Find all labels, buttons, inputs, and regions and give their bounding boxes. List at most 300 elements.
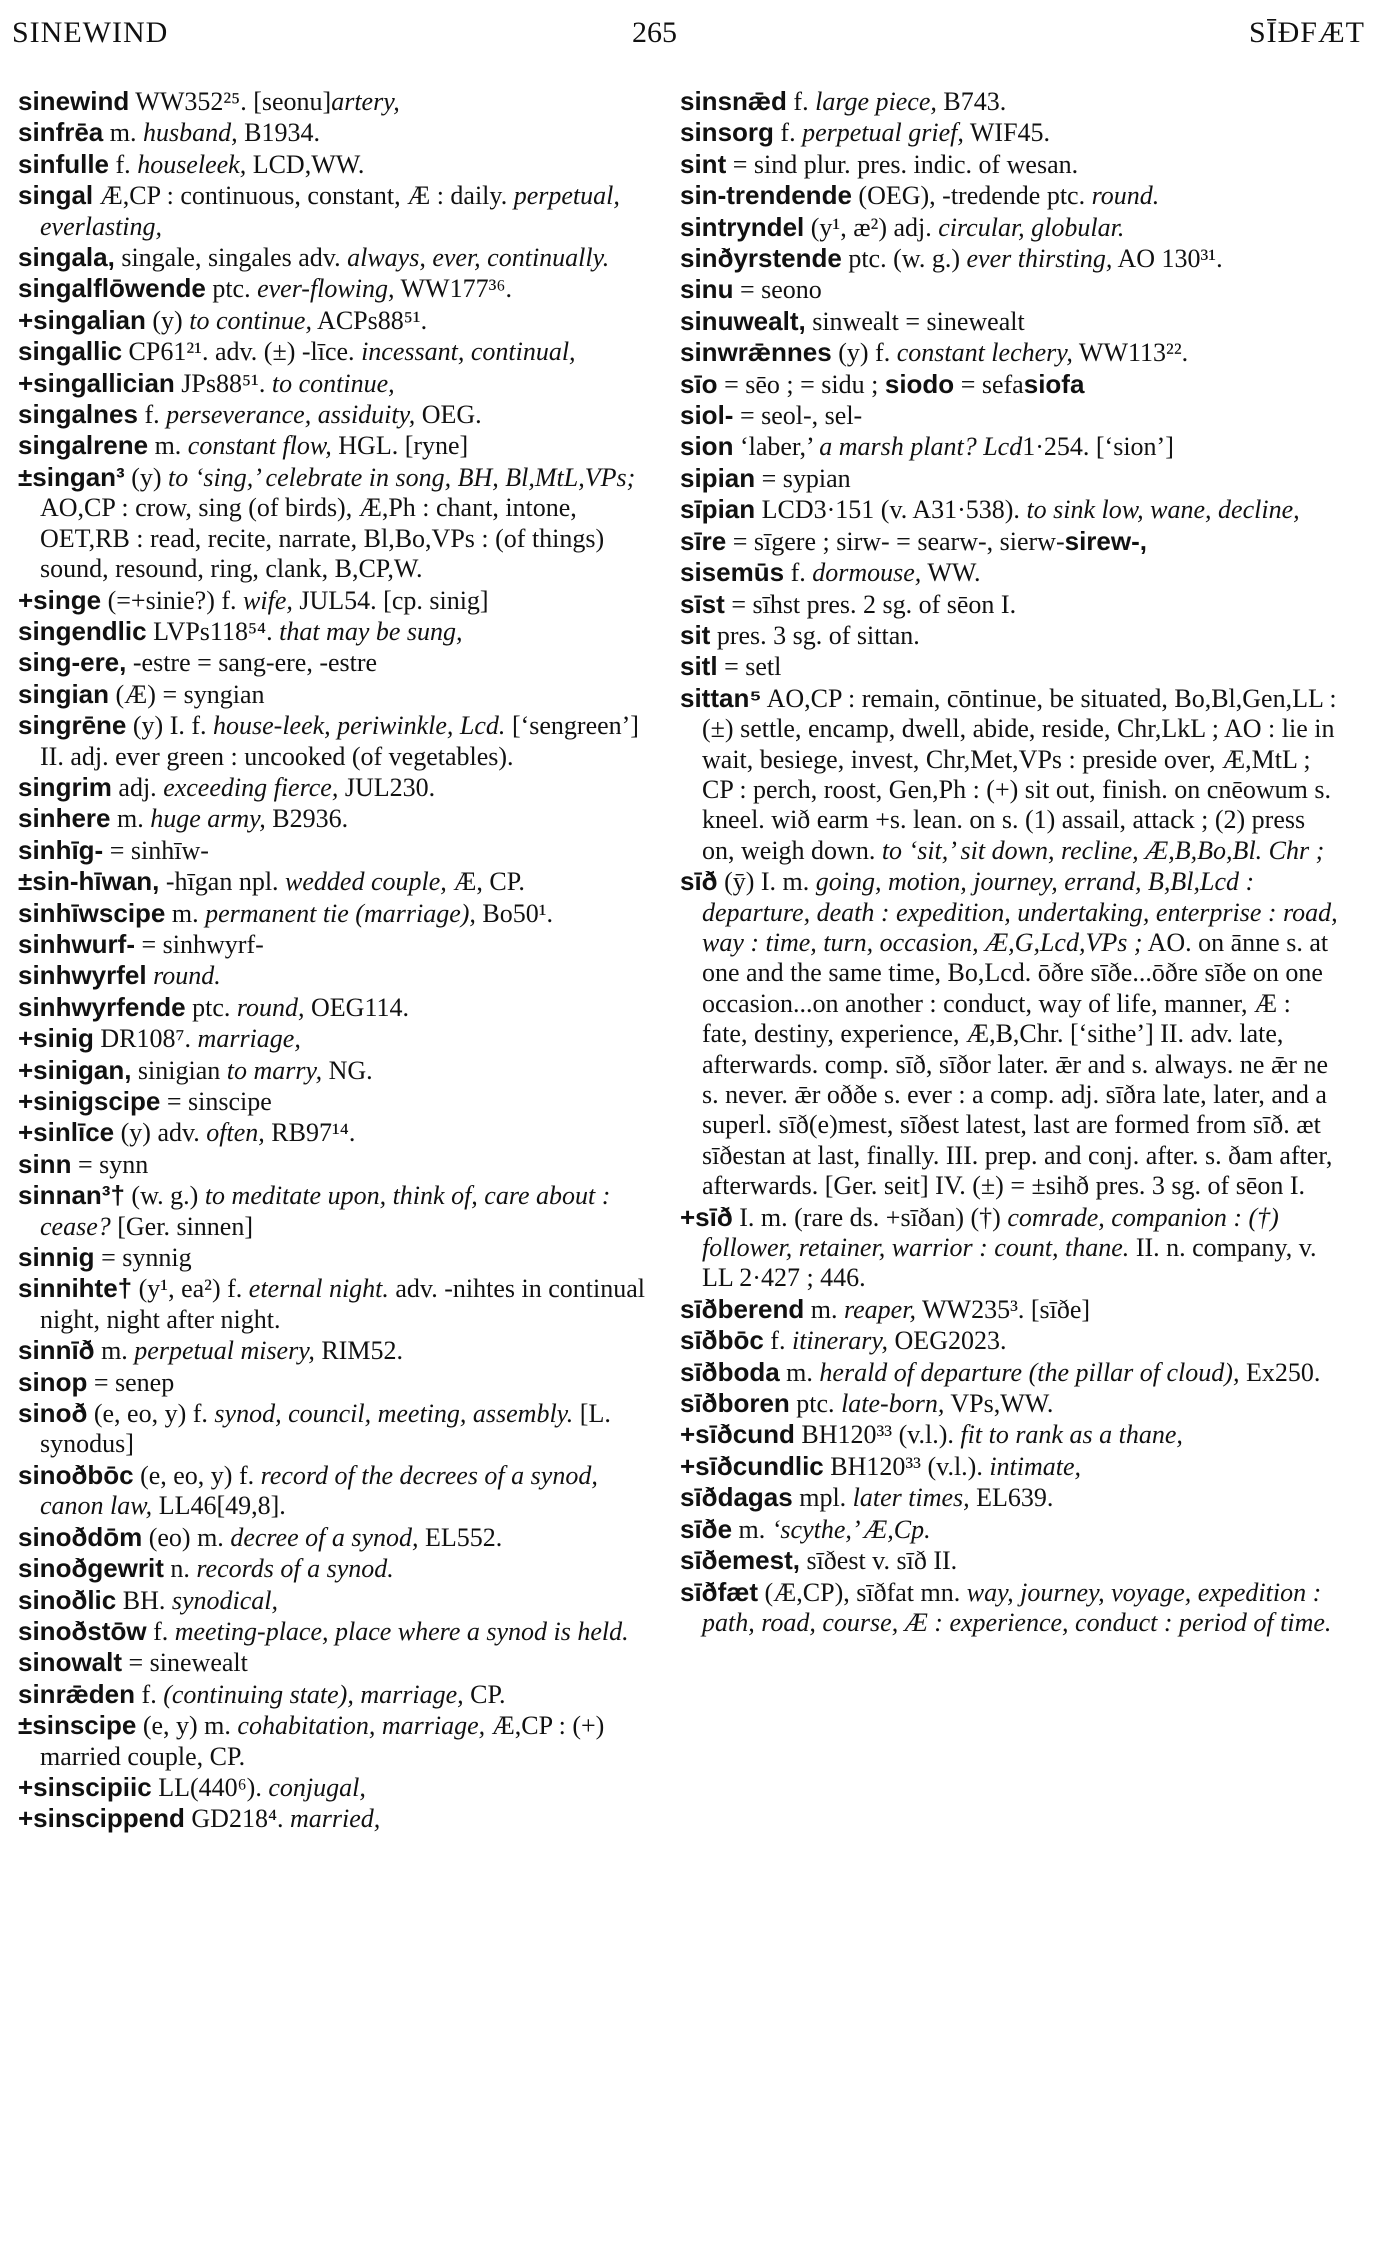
dictionary-entry bbox=[18, 1460, 652, 1522]
dictionary-entry bbox=[680, 1388, 1340, 1419]
entry-text: WW113²². bbox=[1072, 338, 1189, 368]
entry-definition: circular, globular. bbox=[938, 212, 1125, 242]
entry-text: B2936. bbox=[265, 804, 349, 834]
entry-definition: a marsh plant? Lcd bbox=[819, 432, 1023, 462]
entry-headword: siol- bbox=[680, 400, 734, 431]
entry-text: (y¹, æ²) adj. bbox=[804, 212, 939, 242]
entry-definition: reaper, bbox=[843, 1294, 916, 1324]
entry-definition: artery, bbox=[331, 87, 400, 116]
entry-text: JUL54. [cp. sinig] bbox=[292, 585, 489, 615]
dictionary-entry bbox=[18, 117, 652, 148]
entry-headword: sit bbox=[680, 619, 711, 650]
entry-text: Æ,CP : continuous, constant, Æ : daily. bbox=[93, 181, 508, 211]
entry-definition: going, motion, journey, errand, B,Bl,Lcd : departure, death : expedition, undertaking, enterprise : road, way : time, turn, occasion, Æ,G,Lcd,VPs ; bbox=[702, 867, 1338, 957]
entry-headword: +sinscippend bbox=[18, 1803, 185, 1834]
entry-headword: +sīð bbox=[680, 1201, 733, 1232]
dictionary-entry bbox=[680, 463, 1340, 494]
entry-headword: sīðboda bbox=[680, 1356, 780, 1387]
entry-text: AO,CP : crow, sing (of birds), Æ,Ph : chant, intone, OET,RB : read, recite, narrate, Bl,Bo,VPs : (of things) sound, resound, ring, clank, B,CP,W. bbox=[40, 493, 605, 584]
dictionary-entry bbox=[18, 1023, 652, 1054]
entry-headword: sinoðdōm bbox=[18, 1521, 143, 1552]
dictionary-entry bbox=[680, 1577, 1340, 1639]
entry-text: ptc. bbox=[205, 274, 258, 304]
dictionary-entry bbox=[680, 337, 1340, 368]
entry-text: f. bbox=[773, 118, 803, 148]
entry-headword: sinsnǣd bbox=[680, 86, 787, 116]
entry-definition: often, bbox=[206, 1118, 265, 1148]
entry-text: JPs88⁵¹. bbox=[174, 368, 266, 398]
entry-headword: sinu bbox=[680, 274, 734, 305]
entry-headword: sint bbox=[680, 148, 727, 179]
left-column bbox=[18, 86, 652, 2246]
entry-text: m. bbox=[148, 431, 188, 461]
entry-headword: +sinigscipe bbox=[18, 1086, 161, 1116]
entry-text: sinigian bbox=[131, 1055, 227, 1085]
entry-definition: late-born, bbox=[841, 1389, 945, 1419]
entry-headword: +sinig bbox=[18, 1023, 94, 1054]
entry-text: (y) bbox=[145, 305, 190, 335]
entry-text: adv. -nihtes in continual night, night after night. bbox=[40, 1274, 645, 1334]
dictionary-entry bbox=[18, 273, 652, 304]
entry-definition: itinerary, bbox=[791, 1326, 889, 1356]
entry-text: DR108⁷. bbox=[93, 1024, 192, 1054]
entry-text: (y) adv. bbox=[114, 1118, 207, 1148]
dictionary-entry bbox=[680, 180, 1340, 211]
dictionary-entry bbox=[18, 1055, 652, 1086]
entry-text: = sinscipe bbox=[160, 1087, 272, 1116]
entry-definition: constant lechery, bbox=[896, 338, 1073, 368]
dictionary-entry bbox=[18, 585, 652, 616]
entry-definition: to continue, bbox=[189, 305, 312, 335]
entry-text: II. n. company, v. LL 2·427 ; 446. bbox=[702, 1233, 1317, 1293]
entry-headword: sinsorg bbox=[680, 117, 774, 148]
entry-text: BH120³³ (v.l.). bbox=[823, 1451, 983, 1481]
dictionary-entry bbox=[18, 1616, 652, 1647]
header-right-guideword: SĪÐFÆT bbox=[1248, 16, 1365, 49]
entry-definition: record of the decrees of a synod, canon law, bbox=[40, 1460, 598, 1521]
entry-text: sinwealt = sinewealt bbox=[805, 306, 1025, 336]
entry-text: (e, eo, y) f. bbox=[133, 1460, 261, 1490]
entry-headword: sing-ere, bbox=[18, 647, 127, 678]
entry-headword: sinrǣden bbox=[18, 1678, 136, 1709]
entry-text: m. bbox=[103, 118, 143, 148]
entry-text: m. bbox=[732, 1514, 772, 1544]
entry-headword: ±sin-hīwan, bbox=[18, 866, 160, 897]
dictionary-entry bbox=[18, 1335, 652, 1366]
entry-definition: later times, bbox=[852, 1483, 970, 1513]
entry-definition: incessant, continual, bbox=[354, 337, 576, 367]
dictionary-entry bbox=[18, 1273, 652, 1335]
entry-text: m. bbox=[779, 1357, 820, 1387]
entry-headword: sinfrēa bbox=[18, 117, 104, 148]
entry-definition: conjugal, bbox=[261, 1772, 366, 1802]
entry-text: -hīgan npl. bbox=[159, 867, 286, 897]
entry-definition: ever thirsting, bbox=[966, 244, 1113, 274]
dictionary-entry bbox=[680, 117, 1340, 148]
entry-definition: records of a synod. bbox=[196, 1554, 394, 1584]
entry-text: LCD,WW. bbox=[246, 149, 365, 179]
entry-text: LL46[49,8]. bbox=[152, 1491, 286, 1521]
entry-text: [‘sengreen’] II. adj. ever green : uncooked (of vegetables). bbox=[40, 711, 639, 771]
entry-headword: +singalian bbox=[18, 304, 146, 335]
entry-headword: singalnes bbox=[18, 399, 138, 430]
entry-definition: intimate, bbox=[982, 1451, 1082, 1481]
dictionary-entry bbox=[18, 462, 652, 585]
entry-headword: sīpian bbox=[680, 494, 756, 525]
entry-definition: that may be sung, bbox=[272, 616, 463, 646]
entry-definition: wedded couple, bbox=[285, 867, 447, 897]
dictionary-entry bbox=[680, 1325, 1340, 1356]
entry-text: (Æ) = syngian bbox=[109, 679, 265, 709]
entry-text: OEG2023. bbox=[888, 1326, 1007, 1356]
entry-definition: fit to rank as a thane, bbox=[953, 1420, 1183, 1450]
entry-headword: sinowalt bbox=[18, 1647, 123, 1678]
entry-definition: eternal night. bbox=[248, 1274, 389, 1304]
dictionary-entry bbox=[18, 430, 652, 461]
entry-text: sirw- = searw-, sierw- bbox=[836, 526, 1065, 556]
entry-text: B743. bbox=[936, 87, 1007, 116]
entry-headword: singalrene bbox=[18, 430, 149, 461]
dictionary-entry bbox=[18, 898, 652, 929]
entry-text: (e, eo, y) f. bbox=[87, 1399, 215, 1429]
entry-text: B1934. bbox=[237, 118, 320, 148]
entry-headword: sinhīwscipe bbox=[18, 897, 166, 928]
dictionary-entry bbox=[680, 274, 1340, 305]
entry-text: (y¹, ea²) f. bbox=[132, 1274, 249, 1304]
entry-text: = sinhīw- bbox=[103, 835, 209, 865]
entry-text: WW235³. [sīðe] bbox=[915, 1294, 1091, 1324]
entry-definition: to sink low, wane, decline, bbox=[1019, 495, 1300, 525]
dictionary-entry bbox=[18, 835, 652, 866]
entry-headword: sinwrǣnnes bbox=[680, 337, 832, 368]
entry-headword: sinewind bbox=[18, 86, 130, 116]
entry-headword: sīðbōc bbox=[680, 1325, 764, 1356]
entry-definition: to marry, bbox=[226, 1055, 323, 1085]
entry-text: GD218⁴. bbox=[184, 1804, 284, 1834]
entry-definition: houseleek, bbox=[137, 149, 247, 179]
entry-definition: comrade, companion : (†) follower, retainer, warrior : count, thane. bbox=[702, 1202, 1279, 1263]
entry-text: BH120³³ (v.l.). bbox=[794, 1420, 954, 1450]
entry-definition: (continuing state), marriage, bbox=[163, 1679, 464, 1709]
dictionary-entry bbox=[18, 1180, 652, 1242]
entry-headword: sinop bbox=[18, 1366, 88, 1397]
dictionary-entry bbox=[680, 369, 1340, 400]
entry-headword: sīðe bbox=[680, 1513, 733, 1544]
dictionary-entry bbox=[18, 1367, 652, 1398]
entry-text: mpl. bbox=[792, 1483, 853, 1513]
dictionary-entry bbox=[18, 1679, 652, 1710]
entry-definition: ever-flowing, bbox=[257, 274, 395, 304]
dictionary-entry bbox=[680, 243, 1340, 274]
entry-text: Æ,CP : (+) married couple, CP. bbox=[40, 1711, 605, 1771]
entry-text: WW. bbox=[921, 558, 981, 588]
entry-definition: perpetual misery, bbox=[134, 1336, 315, 1366]
entry-headword: singrēne bbox=[18, 710, 127, 741]
entry-text: m. bbox=[94, 1336, 135, 1366]
entry-text: AO 130³¹. bbox=[1112, 244, 1223, 274]
right-column bbox=[680, 86, 1340, 2246]
entry-text: f. bbox=[146, 1616, 175, 1646]
entry-text: WIF45. bbox=[963, 118, 1051, 148]
entry-definition: marriage, bbox=[191, 1024, 301, 1054]
entry-headword: sinnan³† bbox=[18, 1180, 125, 1211]
entry-headword: sinhwyrfende bbox=[18, 991, 186, 1022]
entry-headword: sinhwurf- bbox=[18, 928, 135, 959]
entry-text: = synn bbox=[71, 1149, 149, 1179]
entry-text: ‘laber,’ bbox=[733, 432, 820, 462]
entry-text: m. bbox=[110, 804, 151, 834]
entry-headword: sinoðlic bbox=[18, 1584, 117, 1615]
entry-text: LVPs118⁵⁴. bbox=[146, 616, 273, 646]
entry-definition: to continue, bbox=[265, 368, 395, 398]
dictionary-entry bbox=[680, 589, 1340, 620]
entry-text: JUL230. bbox=[338, 772, 436, 802]
entry-text: HGL. [ryne] bbox=[331, 431, 469, 461]
entry-definition: house-leek, periwinkle, Lcd. bbox=[213, 711, 506, 741]
entry-text: LCD3·151 (v. A31·538). bbox=[755, 495, 1020, 525]
dictionary-entry bbox=[18, 1117, 652, 1148]
dictionary-entry bbox=[680, 212, 1340, 243]
entry-text: m. bbox=[804, 1294, 844, 1324]
entry-text: -estre = sang-ere, -estre bbox=[126, 648, 378, 678]
entry-definition: husband, bbox=[143, 118, 238, 148]
dictionary-entry bbox=[18, 1553, 652, 1584]
dictionary-entry bbox=[680, 431, 1340, 462]
entry-text: = sefa bbox=[954, 369, 1024, 399]
entry-headword: sinoðgewrit bbox=[18, 1553, 164, 1584]
entry-headword: ±singan³ bbox=[18, 461, 125, 492]
entry-definition: wife, bbox=[243, 585, 293, 615]
dictionary-entry bbox=[680, 86, 1340, 117]
entry-text: 1·254. [‘sion’] bbox=[1022, 432, 1174, 462]
entry-definition: round. bbox=[1091, 181, 1160, 211]
running-header bbox=[12, 12, 1365, 58]
entry-definition: decree of a synod, bbox=[230, 1522, 419, 1552]
dictionary-entry bbox=[18, 1647, 652, 1678]
dictionary-entry bbox=[18, 803, 652, 834]
dictionary-entry bbox=[680, 494, 1340, 525]
entry-definition: to ‘sit,’ sit down, recline, Æ,B,Bo,Bl. Chr ; bbox=[875, 835, 1325, 865]
entry-headword: sinhīg- bbox=[18, 834, 104, 865]
entry-text: (w. g.) bbox=[124, 1181, 205, 1211]
entry-headword: singendlic bbox=[18, 615, 147, 646]
entry-text: OEG114. bbox=[304, 992, 409, 1022]
entry-text: = seol-, sel- bbox=[733, 401, 863, 431]
entry-headword: +singe bbox=[18, 584, 102, 615]
entry-text: LL(440⁶). bbox=[151, 1772, 262, 1802]
entry-text: AO. on ānne s. at one and the same time, Bo,Lcd. ōðre sīðe...ōðre sīðe on one occasion...on another : conduct, way of life, manner, Æ : fate, destiny, experience, Æ,B,Chr. [‘sithe’] II. adv. late, afterwards. comp. sīð, sīðor later. ǣr and s. always. ne ǣr ne s. never. ǣr oððe s. ever : a comp. adj. sīðra late, later, and a superl. sīð(e)mest, sīðest latest, last are formed from sīð. æt sīðestan at last, finally. III. prep. and conj. after. s. ðam after, afterwards. [Ger. seit] IV. (±) = ±sihð pres. 3 sg. of sēon I. bbox=[702, 927, 1333, 1201]
entry-text: = sīhst pres. 2 sg. of sēon I. bbox=[724, 589, 1017, 619]
entry-definition: huge army, bbox=[150, 804, 266, 834]
entry-text: ptc. bbox=[185, 992, 237, 1022]
dictionary-entry bbox=[680, 1294, 1340, 1325]
entry-headword: siodo bbox=[884, 368, 955, 399]
entry-text: = sēo ; bbox=[717, 369, 801, 399]
dictionary-entry bbox=[680, 683, 1340, 866]
entry-text: [L. synodus] bbox=[40, 1399, 611, 1459]
dictionary-entry bbox=[680, 1514, 1340, 1545]
entry-definition: constant flow, bbox=[187, 431, 332, 461]
entry-headword: sīre bbox=[680, 525, 727, 556]
entry-text: RIM52. bbox=[314, 1336, 403, 1366]
entry-definition: perpetual, everlasting, bbox=[40, 181, 620, 241]
entry-text: sīðest v. sīð II. bbox=[799, 1546, 958, 1576]
dictionary-entry bbox=[18, 242, 652, 273]
entry-text: = sīgere ; bbox=[726, 526, 837, 556]
entry-text: = sinewealt bbox=[122, 1648, 248, 1678]
dictionary-entry bbox=[680, 1451, 1340, 1482]
entry-headword: sittan⁵ bbox=[680, 682, 762, 713]
entry-text: Ex250. bbox=[1239, 1357, 1321, 1387]
entry-headword: sintryndel bbox=[680, 211, 805, 242]
entry-text: (=+sinie?) f. bbox=[101, 585, 244, 615]
entry-definition: herald of departure (the pillar of cloud), bbox=[819, 1357, 1240, 1387]
entry-text: = seono bbox=[733, 275, 822, 305]
entry-text: singale, singales adv. bbox=[114, 243, 348, 273]
entry-text: CP. bbox=[463, 1679, 506, 1709]
entry-headword: sīðboren bbox=[680, 1388, 790, 1419]
entry-text: (y) bbox=[124, 462, 169, 492]
entry-headword: sisemūs bbox=[680, 557, 785, 588]
entry-text: adj. bbox=[111, 772, 164, 802]
entry-text: f. bbox=[784, 558, 813, 588]
dictionary-entry bbox=[18, 180, 652, 242]
entry-text: f. bbox=[786, 87, 816, 116]
entry-headword: sinnihte† bbox=[18, 1273, 133, 1304]
entry-text: EL639. bbox=[969, 1483, 1054, 1513]
entry-headword: singian bbox=[18, 678, 110, 709]
dictionary-entry bbox=[680, 149, 1340, 180]
entry-headword: singala, bbox=[18, 242, 115, 273]
dictionary-entry bbox=[18, 710, 652, 772]
entry-headword: sīðberend bbox=[680, 1293, 805, 1324]
dictionary-entry bbox=[18, 772, 652, 803]
entry-text: f. bbox=[135, 1679, 164, 1709]
entry-headword: singal bbox=[18, 180, 94, 211]
entry-text: (ȳ) I. m. bbox=[717, 867, 816, 897]
dictionary-entry bbox=[680, 1482, 1340, 1513]
entry-text: Bo50¹. bbox=[475, 898, 554, 928]
entry-text: CP61²¹. adv. (±) -līce. bbox=[122, 337, 355, 367]
entry-definition: ‘scythe,’ Æ,Cp. bbox=[771, 1514, 931, 1544]
dictionary-entry bbox=[680, 620, 1340, 651]
entry-definition: synod, council, meeting, assembly. bbox=[214, 1399, 574, 1429]
entry-text: ACPs88⁵¹. bbox=[311, 305, 428, 335]
entry-text: OEG. bbox=[415, 400, 482, 430]
entry-text: ptc. (w. g.) bbox=[841, 244, 967, 274]
dictionary-entry bbox=[18, 1772, 652, 1803]
entry-definition: cohabitation, marriage, bbox=[237, 1711, 486, 1741]
entry-headword: sīðdagas bbox=[680, 1482, 793, 1513]
dictionary-entry bbox=[18, 866, 652, 897]
entry-text: AO,CP : remain, cōntinue, be situated, Bo,Bl,Gen,LL : (±) settle, encamp, dwell, abide, reside, Chr,LkL ; AO : lie in wait, besiege, invest, Chr,Met,VPs : preside over, Æ,MtL ; CP : perch, roost, Gen,Ph : (+) sit out, finish. on cnēowum s. kneel. wið earm +s. lean. on s. (1) assail, attack ; (2) press on, weigh down. bbox=[702, 683, 1337, 865]
entry-text: = sypian bbox=[755, 463, 851, 493]
dictionary-entry bbox=[18, 1522, 652, 1553]
entry-text: f. bbox=[109, 149, 138, 179]
entry-definition: synodical, bbox=[165, 1585, 279, 1615]
entry-headword: sinoðstōw bbox=[18, 1615, 147, 1646]
entry-headword: sīo bbox=[680, 368, 718, 399]
dictionary-entry bbox=[18, 1398, 652, 1460]
entry-text: BH. bbox=[116, 1585, 166, 1615]
entry-headword: sīst bbox=[680, 588, 725, 619]
entry-text: WW352²⁵. [seonu] bbox=[129, 87, 332, 116]
entry-headword: sipian bbox=[680, 462, 756, 493]
entry-text: (e, y) m. bbox=[136, 1711, 238, 1741]
entry-headword: +sīðcundlic bbox=[680, 1450, 824, 1481]
entry-text: (y) f. bbox=[831, 338, 897, 368]
entry-text: ptc. bbox=[789, 1389, 842, 1419]
entry-headword: sinoðbōc bbox=[18, 1459, 134, 1490]
entry-definition: permanent tie (marriage), bbox=[205, 898, 476, 928]
page-number: 265 bbox=[632, 16, 677, 49]
entry-definition: married, bbox=[283, 1804, 381, 1834]
entry-text: = sinhwyrf- bbox=[135, 929, 264, 959]
dictionary-entry bbox=[680, 1202, 1340, 1294]
dictionary-entry bbox=[18, 149, 652, 180]
dictionary-entry bbox=[680, 1419, 1340, 1450]
dictionary-entry bbox=[680, 651, 1340, 682]
entry-definition: round. bbox=[146, 961, 221, 991]
entry-headword: sinhere bbox=[18, 803, 111, 834]
dictionary-entry bbox=[680, 400, 1340, 431]
entry-headword: singallic bbox=[18, 336, 123, 367]
entry-headword: sirew-, bbox=[1064, 525, 1147, 556]
entry-text: = senep bbox=[87, 1367, 175, 1397]
entry-headword: sitl bbox=[680, 651, 718, 682]
entry-headword: +sinigan, bbox=[18, 1054, 132, 1085]
dictionary-entry bbox=[680, 557, 1340, 588]
entry-headword: sīðfæt bbox=[680, 1576, 758, 1607]
entry-definition: to meditate upon, think of, care about : cease? bbox=[40, 1181, 611, 1241]
entry-definition: exceeding fierce, bbox=[163, 772, 339, 802]
entry-headword: ±sinscipe bbox=[18, 1710, 137, 1741]
entry-headword: singrim bbox=[18, 771, 112, 802]
entry-definition: large piece, bbox=[815, 87, 937, 116]
entry-text: RB97¹⁴. bbox=[264, 1118, 356, 1148]
dictionary-entry bbox=[680, 1357, 1340, 1388]
dictionary-entry bbox=[18, 1710, 652, 1772]
entry-text: m. bbox=[165, 898, 206, 928]
entry-headword: sinuwealt, bbox=[680, 305, 806, 336]
dictionary-entry bbox=[18, 86, 652, 117]
entry-headword: sinnig bbox=[18, 1242, 95, 1273]
entry-headword: sinðyrstende bbox=[680, 243, 842, 274]
entry-text: VPs,WW. bbox=[944, 1389, 1054, 1419]
entry-text: f. bbox=[137, 400, 167, 430]
dictionary-entry bbox=[18, 960, 652, 991]
dictionary-entry bbox=[18, 616, 652, 647]
entry-headword: sion bbox=[680, 431, 734, 462]
entry-definition: way, journey, voyage, expedition : path, road, course, Æ : experience, conduct : period of time. bbox=[702, 1577, 1332, 1637]
entry-text: (y) I. f. bbox=[126, 711, 214, 741]
entry-text: Æ, CP. bbox=[446, 867, 525, 897]
entry-text: = setl bbox=[717, 652, 782, 682]
entry-text: (OEG), -tredende ptc. bbox=[851, 181, 1092, 211]
dictionary-entry bbox=[680, 306, 1340, 337]
entry-definition: perpetual grief, bbox=[802, 118, 964, 148]
dictionary-entry bbox=[18, 305, 652, 336]
entry-text: f. bbox=[763, 1326, 792, 1356]
entry-text: WW177³⁶. bbox=[394, 274, 512, 304]
entry-text: n. bbox=[163, 1554, 197, 1584]
entry-headword: singalflōwende bbox=[18, 273, 206, 304]
entry-headword: +sinlīce bbox=[18, 1117, 115, 1148]
entry-definition: meeting-place, place where a synod is held. bbox=[174, 1616, 629, 1646]
dictionary-entry bbox=[680, 1545, 1340, 1576]
entry-headword: sinnīð bbox=[18, 1335, 95, 1366]
dictionary-entry bbox=[680, 526, 1340, 557]
